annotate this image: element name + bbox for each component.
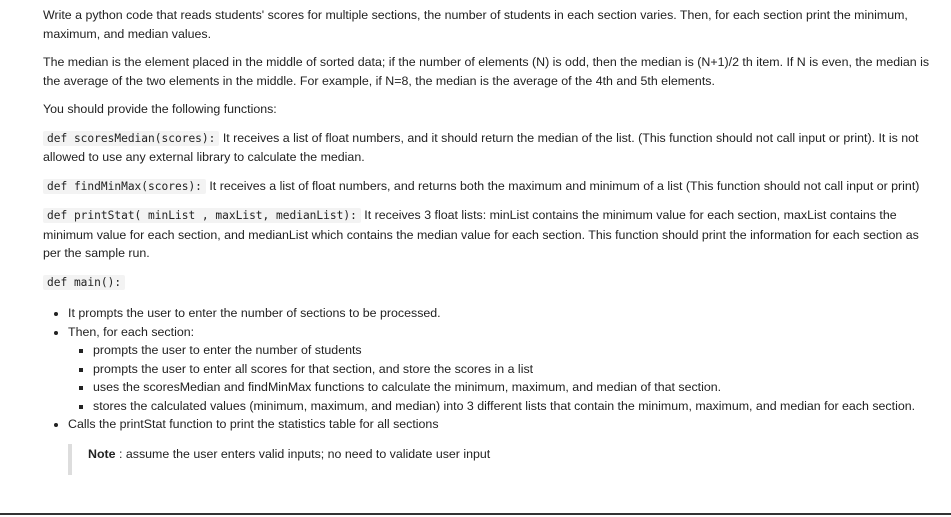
function-description: It receives 3 float lists: minList contains the minimum value for each section, maxList contains the minimum value for each section, and medianList which contains the median value for each section. This function should print the information for each section as per the sample run. xyxy=(43,208,919,260)
code-signature: def main(): xyxy=(43,275,125,290)
note-text: : assume the user enters valid inputs; no need to validate user input xyxy=(115,446,491,461)
median-definition: The median is the element placed in the middle of sorted data; if the number of elements (N) is odd, then the median is (N+1)/2 th item. If N is even, the median is the average of the two elements in the middle. For example, if N=8, the median is the average of the 4th and 5th elements. xyxy=(43,55,930,88)
functions-heading: You should provide the following functions: xyxy=(43,102,277,116)
list-item: ▪ prompts the user to enter all scores for that section, and store the scores in a list xyxy=(93,360,933,379)
function-find-min-max xyxy=(43,177,933,197)
function-main xyxy=(43,273,933,293)
intro-paragraph: Write a python code that reads students' scores for multiple sections, the number of students in each section varies. Then, for each section print the minimum, maximum, and median values. xyxy=(43,8,908,41)
main-steps-list xyxy=(43,304,933,434)
function-scores-median xyxy=(43,129,933,167)
function-print-stat xyxy=(43,206,933,263)
assignment-document xyxy=(43,6,933,475)
bottom-divider xyxy=(0,513,951,515)
list-item: ▪ uses the scoresMedian and findMinMax functions to calculate the minimum, maximum, and median of that section. xyxy=(93,378,933,397)
code-signature: def findMinMax(scores): xyxy=(43,179,206,194)
list-item: ▪ stores the calculated values (minimum, maximum, and median) into 3 different lists that contain the minimum, maximum, and median for each section. xyxy=(93,397,933,416)
list-item: ▪ prompts the user to enter the number of students xyxy=(93,341,933,360)
list-item: • Calls the printStat function to print the statistics table for all sections xyxy=(68,415,933,434)
function-description: It receives a list of float numbers, and it should return the median of the list. (This function should not call input or print). It is not allowed to use any external library to calculate the median. xyxy=(43,130,919,164)
list-item: • It prompts the user to enter the number of sections to be processed. xyxy=(68,304,933,323)
note-label: Note xyxy=(88,446,116,461)
function-description: It receives a list of float numbers, and returns both the maximum and minimum of a list (This function should not call input or print) xyxy=(205,178,920,193)
code-signature: def printStat( minList , maxList, medianList): xyxy=(43,208,361,223)
code-signature: def scoresMedian(scores): xyxy=(43,131,219,146)
section-steps-list xyxy=(68,341,933,415)
note-blockquote xyxy=(68,444,933,475)
list-item: • Then, for each section: ▪ prompts the user to enter the number of students ▪ prompts the user to enter all scores for that section, and store the scores in a list ▪ uses the scoresMedian and findMinMax functions to calculate the minimum, maximum, and median of that section. ▪ stores the calculated values (minimum, maximum, and median) into 3 different lists that contain the minimum, maximum, and median for each section. xyxy=(68,323,933,416)
